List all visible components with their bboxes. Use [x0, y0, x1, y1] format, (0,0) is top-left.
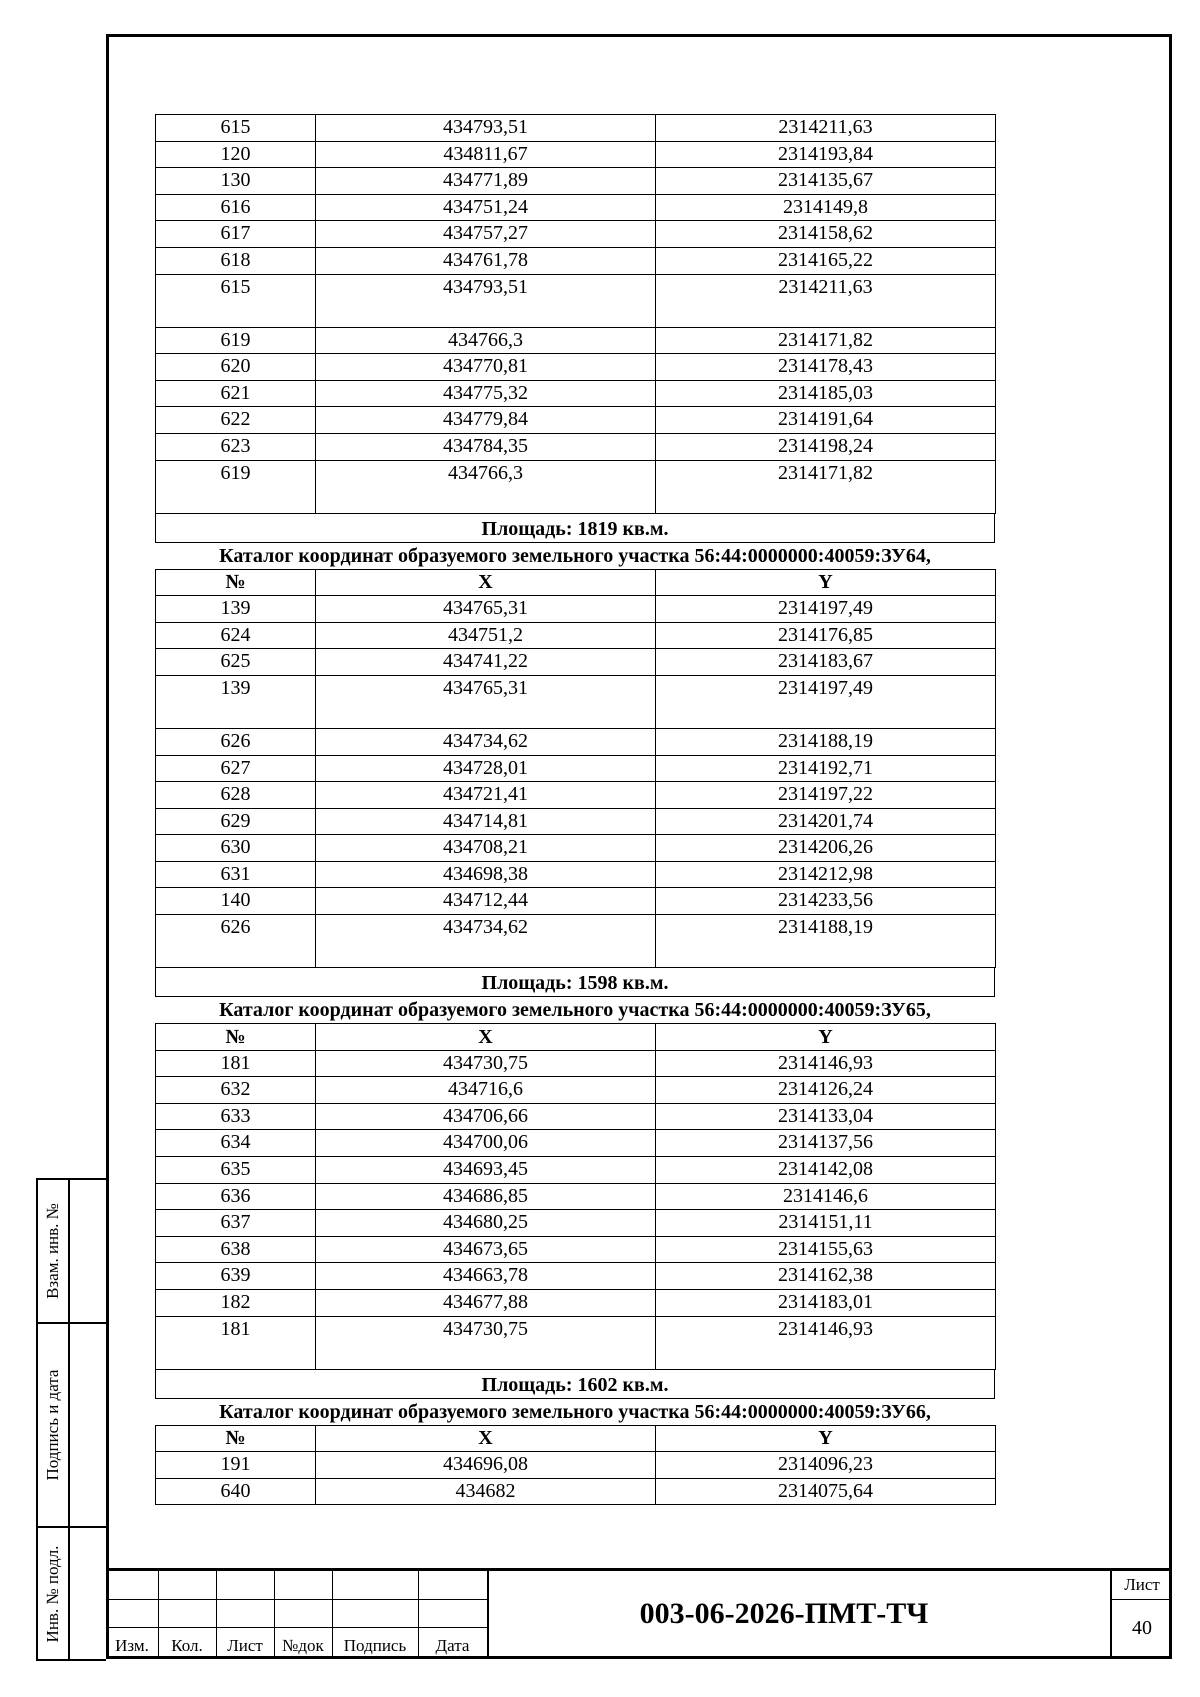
y-coordinate-cell: 2314178,43: [656, 354, 996, 381]
x-coordinate-cell: 434677,88: [316, 1290, 656, 1317]
point-number-cell: 630: [156, 835, 316, 862]
x-coordinate-cell: 434682: [316, 1478, 656, 1505]
y-coordinate-cell: 2314176,85: [656, 622, 996, 649]
y-coordinate-cell: 2314133,04: [656, 1103, 996, 1130]
point-number-cell: 140: [156, 888, 316, 915]
side-label-signature-date: Подпись и дата: [43, 1369, 62, 1481]
point-number-cell: 626: [156, 728, 316, 755]
table-row: [156, 1103, 996, 1130]
y-coordinate-cell: 2314201,74: [656, 808, 996, 835]
x-coordinate-cell: 434708,21: [316, 835, 656, 862]
point-number-cell: 182: [156, 1290, 316, 1317]
x-coordinate-cell: 434766,3: [316, 460, 656, 513]
y-coordinate-cell: 2314188,19: [656, 915, 996, 968]
x-coordinate-cell: 434771,89: [316, 168, 656, 195]
y-coordinate-cell: 2314198,24: [656, 433, 996, 460]
table-row: [156, 808, 996, 835]
point-number-cell: 624: [156, 622, 316, 649]
x-coordinate-cell: 434751,2: [316, 622, 656, 649]
document-code: 003-06-2026-ПМТ-ТЧ: [639, 1597, 929, 1630]
table-row: [156, 782, 996, 809]
side-block-replace-inv: [36, 1178, 106, 1324]
x-coordinate-cell: 434730,75: [316, 1316, 656, 1369]
point-number-cell: 635: [156, 1157, 316, 1184]
point-number-cell: 130: [156, 168, 316, 195]
coordinates-table: [155, 1023, 996, 1370]
table-row: [156, 1290, 996, 1317]
table-row: [156, 861, 996, 888]
point-number-cell: 616: [156, 194, 316, 221]
table-row: [156, 649, 996, 676]
x-coordinate-cell: 434686,85: [316, 1183, 656, 1210]
y-coordinate-cell: 2314158,62: [656, 221, 996, 248]
sheet-label: Лист: [1112, 1571, 1172, 1600]
y-coordinate-cell: 2314211,63: [656, 115, 996, 142]
table-row: [156, 1316, 996, 1369]
point-number-cell: 625: [156, 649, 316, 676]
point-number-cell: 636: [156, 1183, 316, 1210]
x-coordinate-cell: 434779,84: [316, 407, 656, 434]
y-coordinate-cell: 2314146,93: [656, 1316, 996, 1369]
table-row: [156, 1130, 996, 1157]
revision-grid: [106, 1571, 489, 1656]
coordinates-table: [155, 1425, 996, 1506]
coordinate-catalog: [155, 114, 995, 1505]
table-row: [156, 1236, 996, 1263]
stamp-label-date: Дата: [435, 1636, 470, 1655]
y-coordinate-cell: 2314155,63: [656, 1236, 996, 1263]
point-number-cell: 640: [156, 1478, 316, 1505]
point-number-cell: 191: [156, 1452, 316, 1479]
x-coordinate-cell: 434741,22: [316, 649, 656, 676]
x-coordinate-cell: 434765,31: [316, 596, 656, 623]
x-coordinate-cell: 434673,65: [316, 1236, 656, 1263]
table-row: [156, 221, 996, 248]
side-label-orig-inv: Инв. № подл.: [43, 1545, 62, 1642]
point-number-cell: 623: [156, 433, 316, 460]
table-row: [156, 728, 996, 755]
table-row: [156, 168, 996, 195]
x-coordinate-cell: 434700,06: [316, 1130, 656, 1157]
table-row: [156, 596, 996, 623]
y-coordinate-cell: 2314162,38: [656, 1263, 996, 1290]
point-number-cell: 120: [156, 141, 316, 168]
point-number-cell: 631: [156, 861, 316, 888]
x-coordinate-cell: 434706,66: [316, 1103, 656, 1130]
y-coordinate-cell: 2314188,19: [656, 728, 996, 755]
table-row: [156, 460, 996, 513]
point-number-cell: 622: [156, 407, 316, 434]
stamp-label-count: Кол.: [171, 1636, 203, 1655]
y-coordinate-cell: 2314171,82: [656, 460, 996, 513]
catalog-title: Каталог координат образуемого земельного участка 56:44:0000000:40059:ЗУ64,: [219, 544, 931, 567]
table-header-row: [156, 569, 996, 596]
table-row: [156, 1478, 996, 1505]
table-row: [156, 622, 996, 649]
table-row: [156, 755, 996, 782]
y-coordinate-cell: 2314096,23: [656, 1452, 996, 1479]
point-number-header: №: [156, 569, 316, 596]
y-coordinate-cell: 2314135,67: [656, 168, 996, 195]
x-coordinate-cell: 434734,62: [316, 728, 656, 755]
table-row: [156, 1050, 996, 1077]
y-coordinate-cell: 2314206,26: [656, 835, 996, 862]
point-number-cell: 634: [156, 1130, 316, 1157]
point-number-cell: 637: [156, 1210, 316, 1237]
x-coordinate-cell: 434716,6: [316, 1077, 656, 1104]
y-coordinate-cell: 2314191,64: [656, 407, 996, 434]
point-number-cell: 139: [156, 596, 316, 623]
x-coordinate-cell: 434811,67: [316, 141, 656, 168]
x-coordinate-cell: 434784,35: [316, 433, 656, 460]
catalog-title: Каталог координат образуемого земельного участка 56:44:0000000:40059:ЗУ66,: [219, 1400, 931, 1423]
side-label-replace-inv: Взам. инв. №: [43, 1203, 62, 1299]
table-row: [156, 433, 996, 460]
coordinates-table: [155, 114, 996, 514]
stamp-label-signature: Подпись: [343, 1636, 407, 1655]
title-block: [106, 1568, 1172, 1659]
y-coordinate-cell: 2314185,03: [656, 380, 996, 407]
x-coordinate-cell: 434761,78: [316, 247, 656, 274]
y-coordinate-cell: 2314197,49: [656, 596, 996, 623]
table-row: [156, 1452, 996, 1479]
y-coordinate-cell: 2314233,56: [656, 888, 996, 915]
y-coordinate-cell: 2314171,82: [656, 327, 996, 354]
table-row: [156, 407, 996, 434]
table-row: [156, 1210, 996, 1237]
point-number-cell: 628: [156, 782, 316, 809]
coordinates-table: [155, 569, 996, 969]
point-number-header: №: [156, 1024, 316, 1051]
x-coordinate-cell: 434680,25: [316, 1210, 656, 1237]
x-coordinate-cell: 434766,3: [316, 327, 656, 354]
x-coordinate-cell: 434793,51: [316, 274, 656, 327]
side-block-orig-inv: [36, 1526, 106, 1661]
point-number-cell: 618: [156, 247, 316, 274]
x-coordinate-cell: 434721,41: [316, 782, 656, 809]
table-row: [156, 327, 996, 354]
x-coordinate-cell: 434734,62: [316, 915, 656, 968]
catalog-title: Каталог координат образуемого земельного участка 56:44:0000000:40059:ЗУ65,: [219, 999, 931, 1022]
x-header: X: [316, 569, 656, 596]
y-coordinate-cell: 2314192,71: [656, 755, 996, 782]
x-coordinate-cell: 434714,81: [316, 808, 656, 835]
y-coordinate-cell: 2314142,08: [656, 1157, 996, 1184]
sheet-number: 40: [1132, 1617, 1152, 1639]
y-coordinate-cell: 2314146,93: [656, 1050, 996, 1077]
x-coordinate-cell: 434663,78: [316, 1263, 656, 1290]
point-number-cell: 621: [156, 380, 316, 407]
table-row: [156, 888, 996, 915]
stamp-label-doc-no: №док: [282, 1636, 324, 1655]
table-row: [156, 274, 996, 327]
table-header-row: [156, 1425, 996, 1452]
x-coordinate-cell: 434730,75: [316, 1050, 656, 1077]
table-row: [156, 194, 996, 221]
x-coordinate-cell: 434696,08: [316, 1452, 656, 1479]
y-coordinate-cell: 2314183,01: [656, 1290, 996, 1317]
x-coordinate-cell: 434698,38: [316, 861, 656, 888]
point-number-cell: 181: [156, 1050, 316, 1077]
x-coordinate-cell: 434793,51: [316, 115, 656, 142]
y-coordinate-cell: 2314165,22: [656, 247, 996, 274]
y-header: Y: [656, 1024, 996, 1051]
y-coordinate-cell: 2314137,56: [656, 1130, 996, 1157]
area-total: Площадь: 1602 кв.м.: [155, 1370, 995, 1399]
table-row: [156, 1077, 996, 1104]
y-coordinate-cell: 2314183,67: [656, 649, 996, 676]
stamp-label-sheet: Лист: [227, 1636, 263, 1655]
x-coordinate-cell: 434693,45: [316, 1157, 656, 1184]
table-row: [156, 915, 996, 968]
table-row: [156, 115, 996, 142]
table-row: [156, 141, 996, 168]
stamp-label-change: Изм.: [115, 1636, 149, 1655]
point-number-cell: 615: [156, 274, 316, 327]
table-row: [156, 675, 996, 728]
point-number-cell: 639: [156, 1263, 316, 1290]
x-coordinate-cell: 434757,27: [316, 221, 656, 248]
table-row: [156, 835, 996, 862]
y-coordinate-cell: 2314197,49: [656, 675, 996, 728]
table-row: [156, 1263, 996, 1290]
x-coordinate-cell: 434712,44: [316, 888, 656, 915]
point-number-cell: 181: [156, 1316, 316, 1369]
point-number-cell: 629: [156, 808, 316, 835]
point-number-cell: 638: [156, 1236, 316, 1263]
point-number-cell: 632: [156, 1077, 316, 1104]
table-row: [156, 247, 996, 274]
y-header: Y: [656, 1425, 996, 1452]
area-total: Площадь: 1819 кв.м.: [155, 514, 995, 543]
point-number-cell: 615: [156, 115, 316, 142]
area-total: Площадь: 1598 кв.м.: [155, 968, 995, 997]
x-coordinate-cell: 434775,32: [316, 380, 656, 407]
table-row: [156, 1157, 996, 1184]
y-coordinate-cell: 2314151,11: [656, 1210, 996, 1237]
y-coordinate-cell: 2314193,84: [656, 141, 996, 168]
point-number-cell: 627: [156, 755, 316, 782]
table-row: [156, 1183, 996, 1210]
sheet-number-box: [1110, 1571, 1172, 1656]
x-header: X: [316, 1024, 656, 1051]
point-number-cell: 633: [156, 1103, 316, 1130]
point-number-header: №: [156, 1425, 316, 1452]
point-number-cell: 617: [156, 221, 316, 248]
point-number-cell: 139: [156, 675, 316, 728]
x-coordinate-cell: 434728,01: [316, 755, 656, 782]
y-coordinate-cell: 2314212,98: [656, 861, 996, 888]
y-coordinate-cell: 2314149,8: [656, 194, 996, 221]
point-number-cell: 619: [156, 460, 316, 513]
x-coordinate-cell: 434751,24: [316, 194, 656, 221]
y-header: Y: [656, 569, 996, 596]
side-block-signature-date: [36, 1322, 106, 1528]
point-number-cell: 619: [156, 327, 316, 354]
x-header: X: [316, 1425, 656, 1452]
y-coordinate-cell: 2314126,24: [656, 1077, 996, 1104]
y-coordinate-cell: 2314211,63: [656, 274, 996, 327]
table-row: [156, 354, 996, 381]
table-header-row: [156, 1024, 996, 1051]
y-coordinate-cell: 2314197,22: [656, 782, 996, 809]
y-coordinate-cell: 2314075,64: [656, 1478, 996, 1505]
x-coordinate-cell: 434770,81: [316, 354, 656, 381]
point-number-cell: 620: [156, 354, 316, 381]
y-coordinate-cell: 2314146,6: [656, 1183, 996, 1210]
x-coordinate-cell: 434765,31: [316, 675, 656, 728]
table-row: [156, 380, 996, 407]
point-number-cell: 626: [156, 915, 316, 968]
